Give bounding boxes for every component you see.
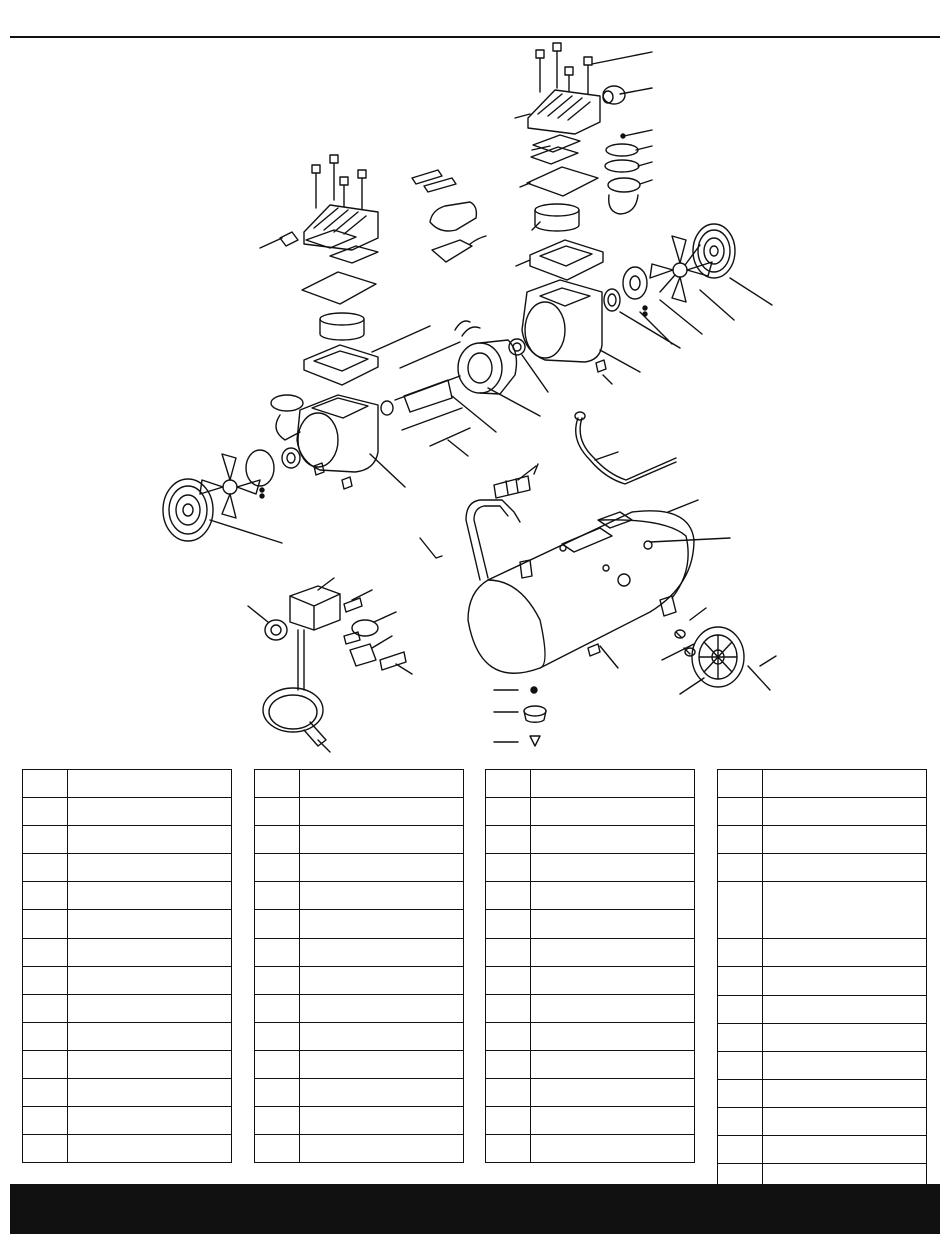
parts-table-row	[255, 854, 464, 882]
parts-table-row	[255, 1079, 464, 1107]
cylinder-head-right	[528, 90, 600, 134]
parts-table-row	[255, 966, 464, 994]
parts-table-row	[486, 854, 695, 882]
part-description-cell	[300, 938, 464, 966]
part-number-cell	[718, 1079, 763, 1107]
part-number-cell	[255, 854, 300, 882]
part-description-cell	[300, 1079, 464, 1107]
parts-table-row	[23, 882, 232, 910]
pressure-switch-assembly	[248, 578, 412, 752]
part-description-cell	[68, 1107, 232, 1135]
parts-table-row	[23, 1135, 232, 1163]
part-number-cell	[255, 770, 300, 798]
footer-bar	[10, 1184, 940, 1234]
parts-table-row	[718, 1107, 927, 1135]
part-number-cell	[23, 938, 68, 966]
part-description-cell	[68, 854, 232, 882]
part-number-cell	[255, 910, 300, 938]
parts-table-1	[22, 769, 232, 1163]
parts-table-row	[23, 966, 232, 994]
part-description-cell	[763, 854, 927, 882]
tank-wheel	[692, 627, 744, 687]
part-description-cell	[531, 770, 695, 798]
parts-table-row	[255, 798, 464, 826]
part-number-cell	[718, 798, 763, 826]
part-number-cell	[718, 1051, 763, 1079]
part-number-cell	[255, 826, 300, 854]
parts-table-row	[486, 1107, 695, 1135]
left-cylinder-head-assembly	[260, 155, 378, 385]
parts-table-row	[486, 1135, 695, 1163]
parts-table-row	[255, 882, 464, 910]
part-description-cell	[763, 1079, 927, 1107]
rubber-foot	[524, 706, 546, 722]
part-description-cell	[68, 938, 232, 966]
right-crankcase-assembly	[509, 224, 772, 392]
part-description-cell	[763, 995, 927, 1023]
rubber-grommet	[531, 687, 537, 693]
part-description-cell	[763, 967, 927, 995]
tie-rods	[372, 326, 470, 446]
regulator	[350, 620, 378, 666]
part-description-cell	[531, 882, 695, 910]
part-number-cell	[486, 770, 531, 798]
part-description-cell	[300, 798, 464, 826]
part-number-cell	[255, 798, 300, 826]
parts-table-row	[718, 939, 927, 967]
parts-table-row	[23, 994, 232, 1022]
part-description-cell	[68, 910, 232, 938]
parts-table-4	[717, 769, 927, 1192]
parts-table-row	[255, 1107, 464, 1135]
parts-table-row	[486, 994, 695, 1022]
part-number-cell	[718, 882, 763, 939]
part-description-cell	[68, 966, 232, 994]
part-number-cell	[255, 966, 300, 994]
parts-table-row	[255, 1050, 464, 1078]
pressure-switch-nut	[265, 620, 287, 640]
parts-table-row	[255, 1135, 464, 1163]
parts-table-row	[486, 798, 695, 826]
part-description-cell	[531, 1135, 695, 1163]
parts-table-row	[486, 1050, 695, 1078]
part-number-cell	[23, 994, 68, 1022]
part-description-cell	[763, 1136, 927, 1164]
pressure-switch	[290, 586, 340, 630]
parts-table-row	[23, 1022, 232, 1050]
parts-table-row	[718, 995, 927, 1023]
motor-capacitor-cover	[430, 202, 476, 231]
part-description-cell	[300, 826, 464, 854]
part-number-cell	[486, 882, 531, 910]
fan-blade-left	[200, 454, 260, 518]
part-description-cell	[300, 1107, 464, 1135]
crankcase-right	[522, 280, 602, 362]
parts-table-row	[718, 798, 927, 826]
parts-table-row	[23, 910, 232, 938]
air-filter-right	[603, 86, 625, 104]
cylinder-sleeve-left	[320, 313, 364, 340]
part-description-cell	[68, 1022, 232, 1050]
part-number-cell	[23, 882, 68, 910]
parts-table-2	[254, 769, 464, 1163]
part-number-cell	[486, 826, 531, 854]
part-number-cell	[718, 854, 763, 882]
wheel-axle-bolt	[748, 666, 770, 690]
part-number-cell	[255, 1079, 300, 1107]
part-number-cell	[718, 1023, 763, 1051]
part-description-cell	[68, 826, 232, 854]
part-description-cell	[300, 854, 464, 882]
part-number-cell	[23, 910, 68, 938]
part-number-cell	[486, 1050, 531, 1078]
parts-table-row	[255, 1022, 464, 1050]
drain-valve	[530, 736, 540, 746]
part-number-cell	[255, 994, 300, 1022]
part-number-cell	[718, 939, 763, 967]
check-valve	[494, 466, 536, 498]
motor-capacitor	[432, 236, 486, 262]
part-description-cell	[531, 910, 695, 938]
parts-table-row	[486, 938, 695, 966]
tank-body	[468, 511, 694, 673]
part-description-cell	[531, 994, 695, 1022]
part-number-cell	[718, 1136, 763, 1164]
parts-table-row	[23, 1107, 232, 1135]
head-gasket-right	[533, 135, 580, 152]
power-cord	[263, 630, 326, 746]
part-description-cell	[763, 939, 927, 967]
parts-table-row	[255, 994, 464, 1022]
parts-table-row	[486, 770, 695, 798]
part-description-cell	[300, 994, 464, 1022]
part-number-cell	[255, 938, 300, 966]
tube-assembly	[576, 418, 676, 484]
parts-table-row	[486, 966, 695, 994]
part-description-cell	[300, 966, 464, 994]
part-number-cell	[718, 770, 763, 798]
parts-table-row	[718, 1051, 927, 1079]
part-description-cell	[531, 798, 695, 826]
part-number-cell	[23, 966, 68, 994]
part-description-cell	[531, 1050, 695, 1078]
part-description-cell	[68, 1050, 232, 1078]
motor-assembly	[372, 170, 540, 456]
part-number-cell	[23, 1022, 68, 1050]
part-number-cell	[486, 1135, 531, 1163]
part-number-cell	[23, 798, 68, 826]
part-number-cell	[23, 1135, 68, 1163]
part-description-cell	[68, 1135, 232, 1163]
parts-table-row	[255, 826, 464, 854]
part-description-cell	[68, 770, 232, 798]
parts-table-row	[486, 826, 695, 854]
part-description-cell	[300, 882, 464, 910]
parts-table-row	[718, 770, 927, 798]
part-description-cell	[531, 966, 695, 994]
parts-table-row	[718, 882, 927, 939]
part-description-cell	[763, 826, 927, 854]
part-description-cell	[763, 1051, 927, 1079]
part-description-cell	[531, 854, 695, 882]
part-description-cell	[68, 1079, 232, 1107]
part-description-cell	[531, 938, 695, 966]
parts-table-row	[718, 1023, 927, 1051]
part-number-cell	[255, 882, 300, 910]
part-description-cell	[68, 798, 232, 826]
air-tank-assembly	[420, 412, 776, 746]
part-description-cell	[300, 1050, 464, 1078]
part-number-cell	[23, 1050, 68, 1078]
part-number-cell	[486, 1079, 531, 1107]
left-crankcase-assembly	[163, 395, 405, 543]
part-description-cell	[763, 882, 927, 939]
part-number-cell	[486, 994, 531, 1022]
right-cylinder-head-assembly	[515, 43, 652, 280]
bearing-right-outer	[604, 289, 620, 311]
parts-table-row	[718, 826, 927, 854]
part-description-cell	[763, 770, 927, 798]
air-filter-left	[271, 395, 303, 440]
parts-table-row	[23, 826, 232, 854]
parts-table-row	[23, 1079, 232, 1107]
part-description-cell	[300, 1022, 464, 1050]
rotor-bearing	[381, 401, 393, 415]
part-number-cell	[23, 1079, 68, 1107]
motor-stator	[458, 340, 516, 394]
part-number-cell	[255, 1050, 300, 1078]
part-description-cell	[68, 882, 232, 910]
part-number-cell	[23, 826, 68, 854]
parts-table-3	[485, 769, 695, 1163]
part-description-cell	[300, 1135, 464, 1163]
part-number-cell	[23, 1107, 68, 1135]
parts-table-row	[486, 1022, 695, 1050]
parts-table-row	[486, 882, 695, 910]
valve-plate-right	[527, 167, 598, 196]
part-number-cell	[255, 1107, 300, 1135]
parts-table-row	[23, 770, 232, 798]
part-number-cell	[486, 1022, 531, 1050]
part-description-cell	[763, 798, 927, 826]
valve-plate-left	[302, 272, 376, 304]
parts-table-row	[718, 1136, 927, 1164]
part-description-cell	[531, 826, 695, 854]
part-number-cell	[486, 854, 531, 882]
parts-table-row	[23, 1050, 232, 1078]
parts-table-row	[23, 798, 232, 826]
parts-table-row	[255, 770, 464, 798]
part-number-cell	[486, 1107, 531, 1135]
parts-table-row	[255, 938, 464, 966]
pulley-right	[623, 267, 647, 299]
part-description-cell	[531, 1079, 695, 1107]
part-number-cell	[486, 910, 531, 938]
fan-guard-left	[163, 479, 213, 541]
fan-guard-right	[693, 224, 735, 278]
parts-table-row	[486, 1079, 695, 1107]
part-description-cell	[68, 994, 232, 1022]
motor-brushes	[412, 170, 456, 192]
seal-right	[509, 339, 525, 355]
part-number-cell	[718, 826, 763, 854]
parts-table-row	[255, 910, 464, 938]
parts-table-row	[23, 938, 232, 966]
parts-table-row	[486, 910, 695, 938]
part-number-cell	[718, 995, 763, 1023]
part-description-cell	[531, 1022, 695, 1050]
part-number-cell	[486, 938, 531, 966]
part-number-cell	[23, 854, 68, 882]
piston-parts-right	[605, 134, 640, 214]
part-number-cell	[23, 770, 68, 798]
parts-table-row	[718, 1079, 927, 1107]
part-description-cell	[300, 770, 464, 798]
part-description-cell	[763, 1107, 927, 1135]
part-number-cell	[718, 967, 763, 995]
cylinder-sleeve-right	[535, 204, 579, 231]
part-number-cell	[255, 1135, 300, 1163]
parts-table-row	[718, 967, 927, 995]
part-number-cell	[486, 798, 531, 826]
part-number-cell	[718, 1107, 763, 1135]
part-number-cell	[486, 966, 531, 994]
part-number-cell	[255, 1022, 300, 1050]
motor-rotor	[395, 376, 460, 412]
part-description-cell	[531, 1107, 695, 1135]
bearing-left	[282, 448, 300, 468]
parts-table-row	[23, 854, 232, 882]
part-description-cell	[763, 1023, 927, 1051]
part-description-cell	[300, 910, 464, 938]
parts-table-row	[718, 854, 927, 882]
